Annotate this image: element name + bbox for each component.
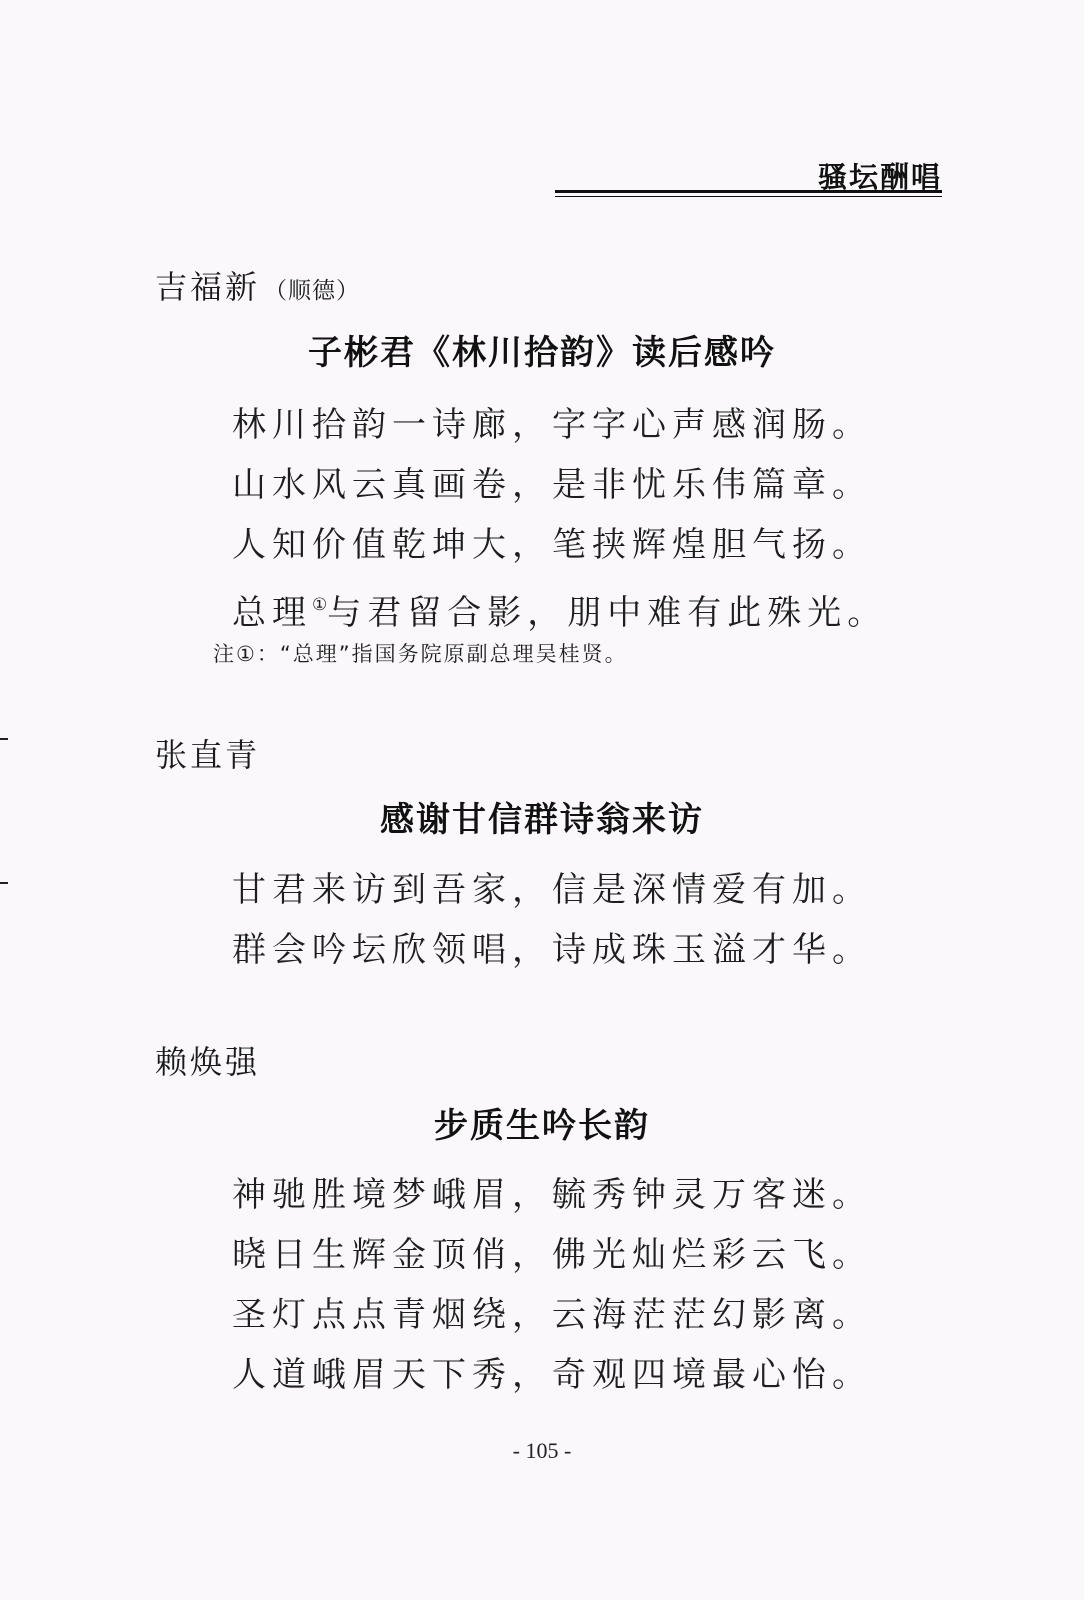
verse-segment: 与君留合影，朋中难有此殊光。 [327, 593, 888, 633]
author-name: 赖焕强 [155, 1043, 261, 1081]
verse-line: 林川拾韵一诗廊，字字心声感润肠。 [232, 405, 872, 445]
verse-line [232, 575, 887, 643]
header-rule [555, 190, 942, 197]
page-number: - 105 - [512, 1438, 572, 1463]
verse-line: 人道峨眉天下秀，奇观四境最心怡。 [232, 1355, 872, 1395]
poem-title: 步质生吟长韵 [434, 1106, 650, 1146]
verse-line: 甘君来访到吾家，信是深情爱有加。 [232, 870, 872, 910]
poem-body [232, 1165, 872, 1405]
poem-body [232, 395, 887, 643]
verse-line: 圣灯点点青烟绕，云海茫茫幻影离。 [232, 1295, 872, 1335]
poem-title: 子彬君《林川拾韵》读后感吟 [308, 333, 776, 373]
verse-line: 人知价值乾坤大，笔挟辉煌胆气扬。 [232, 525, 872, 565]
verse-line: 晓日生辉金顶俏，佛光灿烂彩云飞。 [232, 1235, 872, 1275]
poem-title: 感谢甘信群诗翁来访 [380, 800, 704, 840]
section-header-title: 骚坛酬唱 [817, 160, 942, 194]
poem-body [232, 860, 872, 980]
verse-line: 神驰胜境梦峨眉，毓秀钟灵万客迷。 [232, 1175, 872, 1215]
author-name: 吉福新 [155, 268, 261, 306]
verse-line: 群会吟坛欣领唱，诗成珠玉溢才华。 [232, 930, 872, 970]
verse-line: 山水风云真画卷，是非忧乐伟篇章。 [232, 465, 872, 505]
poem-author [155, 730, 260, 776]
footnote-marker: ① [312, 595, 328, 615]
scan-edge-mark [0, 882, 8, 884]
poem-author [155, 1037, 260, 1083]
author-origin: （顺德） [264, 278, 361, 304]
scan-edge-mark [0, 738, 8, 740]
verse-segment: 总理 [232, 593, 312, 633]
poem-author [155, 262, 360, 308]
footnote: 注①：“总理”指国务院原副总理吴桂贤。 [213, 642, 628, 666]
author-name: 张直青 [155, 736, 261, 774]
